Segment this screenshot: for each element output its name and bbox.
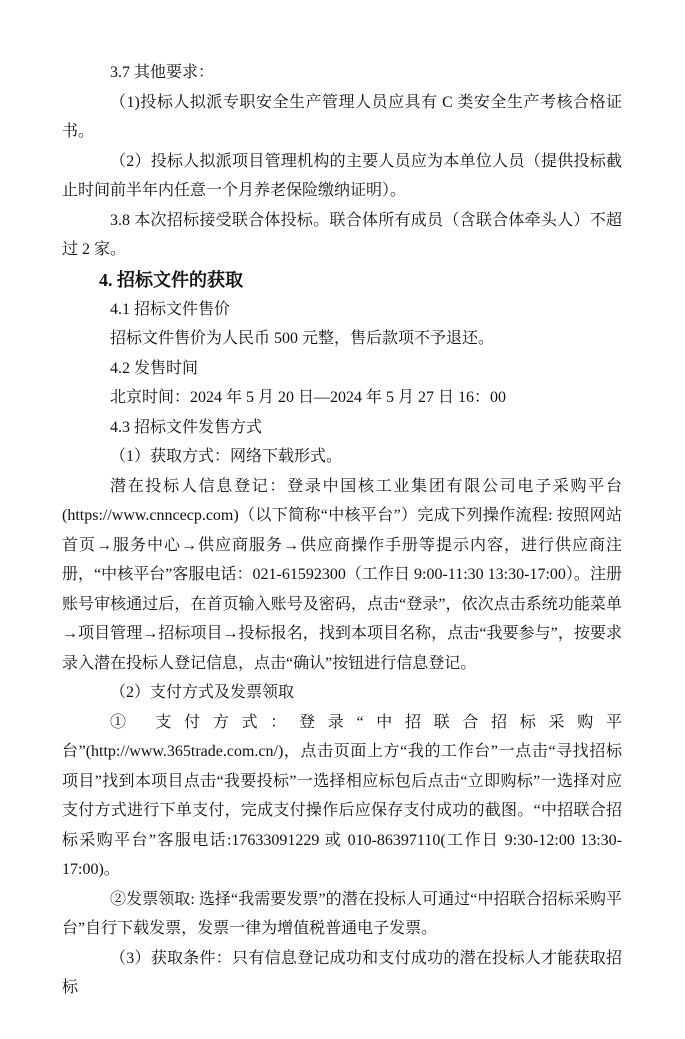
paragraph: 北京时间：2024 年 5 月 20 日—2024 年 5 月 27 日 16：00 — [110, 389, 507, 406]
paragraph: 3.7 其他要求： — [110, 64, 215, 81]
document-body — [62, 58, 622, 1003]
paragraph: ① 支付方式：登录“中招联合招标采购平台”(http://www.365trade.com.cn/)，点击页面上方“我的工作台”一点击“寻找招标项目”找到本项目点击“我要投标”一选择相应标包后点击“立即购标”一选择对应支付方式进行下单支付，完成支付操作后应保存支付成功的截图。“中招联合招标采购平台”客服电话:17633091229 或 010-86397110(工作日 9:30-12:00 13:30-17:00)。 — [62, 713, 622, 878]
paragraph: （1)投标人拟派专职安全生产管理人员应具有 C 类安全生产考核合格证书。 — [62, 93, 622, 140]
paragraph: 潜在投标人信息登记：登录中国核工业集团有限公司电子采购平台(https://www.cnncecp.com)（以下简称“中核平台”）完成下列操作流程: 按照网站首页→服务中心→供应商服务→供应商操作手册等提示内容，进行供应商注册，“中核平台”客服电话：021-61592300（工作日 9:00-11:30 13:30-17:00）。注册账号审核通过后，在首页输入账号及密码，点击“登录”，依次点击系统功能菜单→项目管理→招标项目→投标报名，找到本项目名称，点击“我要参与”，按要求录入潜在投标人登记信息，点击“确认”按钮进行信息登记。 — [62, 477, 622, 672]
paragraph: 4.2 发售时间 — [110, 359, 199, 377]
paragraph: ②发票领取: 选择“我需要发票”的潜在投标人可通过“中招联合招标采购平台”自行下载发票，发票一律为增值税普通电子发票。 — [62, 890, 622, 937]
paragraph: （2）投标人拟派项目管理机构的主要人员应为本单位人员（提供投标截止时间前半年内任意一个月养老保险缴纳证明）。 — [62, 152, 622, 199]
paragraph: （2）支付方式及发票领取 — [110, 684, 295, 701]
paragraph: 招标文件售价为人民币 500 元整，售后款项不予退还。 — [110, 330, 495, 347]
paragraph: 3.8 本次招标接受联合体投标。联合体所有成员（含联合体牵头人）不超过 2 家。 — [62, 211, 622, 258]
paragraph: 4.3 招标文件发售方式 — [110, 418, 263, 436]
paragraph: 4.1 招标文件售价 — [110, 300, 231, 318]
section-heading: 4. 招标文件的获取 — [99, 269, 243, 290]
paragraph: （3）获取条件：只有信息登记成功和支付成功的潜在投标人才能获取招标 — [62, 949, 622, 996]
paragraph: （1）获取方式：网络下载形式。 — [110, 448, 343, 465]
